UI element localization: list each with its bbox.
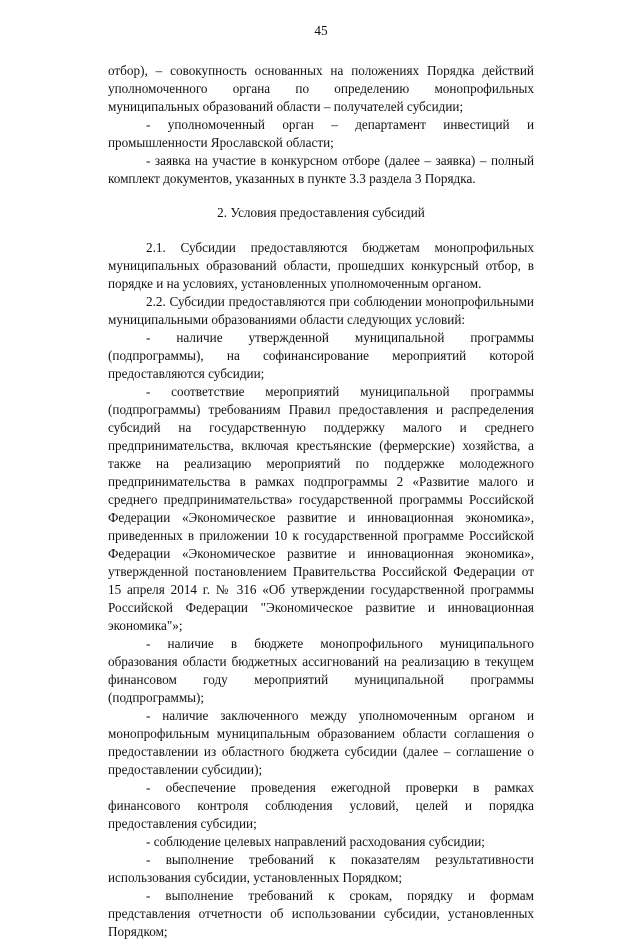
section-heading: 2. Условия предоставления субсидий xyxy=(217,205,425,220)
paragraph: 2.1. Субсидии предоставляются бюджетам монопрофильных муниципальных образований области, прошедших конкурсный отбор, в порядке и на условиях, установленных уполномоченным органом. xyxy=(108,240,534,291)
paragraph: - заявка на участие в конкурсном отборе (далее – заявка) – полный комплект документов, указанных в пункте 3.3 раздела 3 Порядка. xyxy=(108,153,534,186)
paragraph: - наличие утвержденной муниципальной программы (подпрограммы), на софинансирование мероприятий которой предоставляются субсидии; xyxy=(108,330,534,381)
paragraph: - соблюдение целевых направлений расходования субсидии; xyxy=(146,834,485,849)
paragraph: - уполномоченный орган – департамент инвестиций и промышленности Ярославской области; xyxy=(108,117,534,150)
paragraph: - выполнение требований к срокам, порядку и формам представления отчетности об использовании субсидии, установленных Порядком; xyxy=(108,888,534,939)
paragraph: - соответствие мероприятий муниципальной программы (подпрограммы) требованиям Правил предоставления и распределения субсидий на государственную поддержку малого и среднего предпринимательства, включая крестьянские (фермерские) хозяйства, а также на реализацию мероприятий по поддержке молодежного предпринимательства в рамках подпрограммы 2 «Развитие малого и среднего предпринимательства» государственной программы Российской Федерации «Экономическое развитие и инновационная экономика», приведенных в приложении 10 к государственной программе Российской Федерации «Экономическое развитие и инновационная экономика», утвержденной постановлением Правительства Российской Федерации от 15 апреля 2014 г. № 316 «Об утверждении государственной программы Российской Федерации "Экономическое развитие и инновационная экономика"»; xyxy=(108,384,534,633)
document-page xyxy=(108,22,534,941)
paragraph: 2.2. Субсидии предоставляются при соблюдении монопрофильными муниципальными образованиями области следующих условий: xyxy=(108,294,534,327)
paragraph: - наличие заключенного между уполномоченным органом и монопрофильным муниципальным образованием области соглашения о предоставлении из областного бюджета субсидии (далее – соглашение о предоставлении субсидии); xyxy=(108,708,534,777)
paragraphs-after xyxy=(108,239,534,941)
page-number: 45 xyxy=(314,23,328,38)
paragraphs-before xyxy=(108,62,534,188)
paragraph: - обеспечение проведения ежегодной проверки в рамках финансового контроля соблюдения условий, целей и порядка предоставления субсидии; xyxy=(108,780,534,831)
paragraph: отбор), – совокупность основанных на положениях Порядка действий уполномоченного органа по определению монопрофильных муниципальных образований области – получателей субсидии; xyxy=(108,63,534,114)
paragraph: - наличие в бюджете монопрофильного муниципального образования области бюджетных ассигнований на реализацию в текущем финансовом году мероприятий муниципальной программы (подпрограммы); xyxy=(108,636,534,705)
paragraph: - выполнение требований к показателям результативности использования субсидии, установленных Порядком; xyxy=(108,852,534,885)
